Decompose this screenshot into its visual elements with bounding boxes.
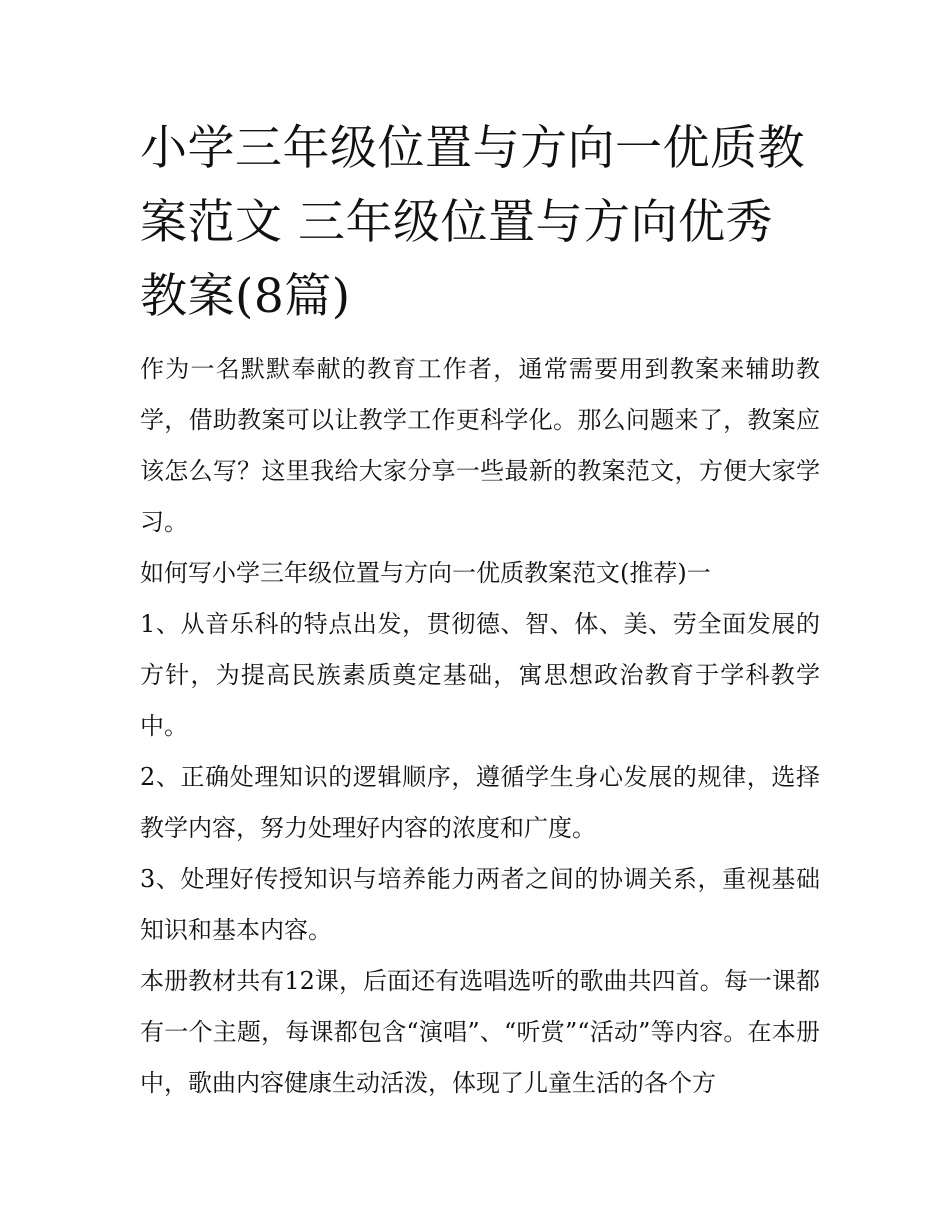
list-item-2: 2、正确处理知识的逻辑顺序，遵循学生身心发展的规律，选择教学内容，努力处理好内容的浓度和广度。	[140, 763, 820, 842]
document-body	[140, 112, 820, 1109]
document-title: 小学三年级位置与方向一优质教案范文 三年级位置与方向优秀教案(8篇)	[140, 121, 805, 324]
textbook-paragraph: 本册教材共有12课，后面还有选唱选听的歌曲共四首。每一课都有一个主题，每课都包含“演唱”、“听赏”“活动”等内容。在本册中，歌曲内容健康生动活泼，体现了儿童生活的各个方	[140, 967, 820, 1097]
intro-paragraph: 作为一名默默奉献的教育工作者，通常需要用到教案来辅助教学，借助教案可以让教学工作更科学化。那么问题来了，教案应该怎么写？这里我给大家分享一些最新的教案范文，方便大家学习。	[140, 355, 820, 536]
list-item-1: 1、从音乐科的特点出发，贯彻德、智、体、美、劳全面发展的方针，为提高民族素质奠定基础，寓思想政治教育于学科教学中。	[140, 610, 820, 740]
list-item-3: 3、处理好传授知识与培养能力两者之间的协调关系，重视基础知识和基本内容。	[140, 865, 820, 944]
section-heading: 如何写小学三年级位置与方向一优质教案范文(推荐)一	[140, 559, 711, 587]
